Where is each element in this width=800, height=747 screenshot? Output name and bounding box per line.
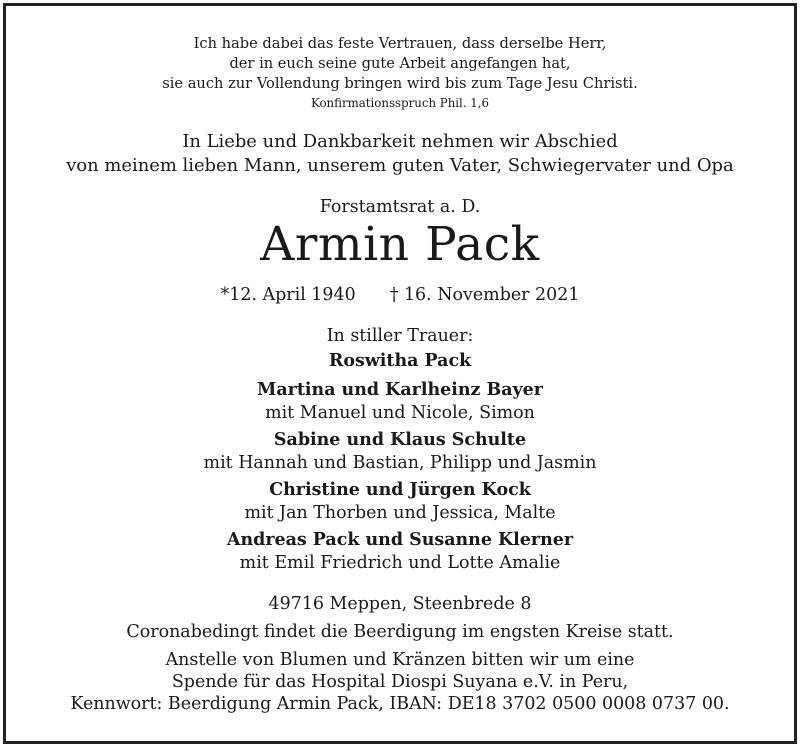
intro-line-1: In Liebe und Dankbarkeit nehmen wir Abschied <box>182 131 618 152</box>
mourning-heading: In stiller Trauer: <box>326 326 474 346</box>
birth-date: *12. April 1940 <box>220 285 356 305</box>
family-4-head: Andreas Pack und Susanne Klerner <box>226 530 574 550</box>
intro-line-2: von meinem lieben Mann, unserem guten Vater, Schwiegervater und Opa <box>66 155 734 176</box>
life-dates <box>0 285 800 305</box>
deceased-name: Armin Pack <box>260 217 540 272</box>
family-1-head: Martina und Karlheinz Bayer <box>257 380 543 400</box>
donation-line-3: Kennwort: Beerdigung Armin Pack, IBAN: DE18 3702 0500 0008 0737 00. <box>70 694 730 714</box>
verse-line-2: der in euch seine gute Arbeit angefangen hat, <box>229 55 571 72</box>
family-4-children: mit Emil Friedrich und Lotte Amalie <box>239 553 561 573</box>
address: 49716 Meppen, Steenbrede 8 <box>268 594 532 614</box>
verse-line-3: sie auch zur Vollendung bringen wird bis zum Tage Jesu Christi. <box>162 75 638 92</box>
family-1-children: mit Manuel und Nicole, Simon <box>265 403 535 423</box>
donation-line-2: Spende für das Hospital Diospi Suyana e.V. in Peru, <box>171 672 629 692</box>
family-2-head: Sabine und Klaus Schulte <box>273 430 527 450</box>
donation-line-1: Anstelle von Blumen und Kränzen bitten wir um eine <box>165 650 635 670</box>
verse-line-1: Ich habe dabei das feste Vertrauen, dass derselbe Herr, <box>193 35 607 52</box>
family-3-head: Christine und Jürgen Kock <box>269 480 531 500</box>
family-2-children: mit Hannah und Bastian, Philipp und Jasmin <box>203 453 597 473</box>
verse-reference: Konfirmationsspruch Phil. 1,6 <box>310 96 490 110</box>
death-date: † 16. November 2021 <box>389 285 580 305</box>
funeral-note: Coronabedingt findet die Beerdigung im engsten Kreise statt. <box>126 622 674 642</box>
deceased-title: Forstamtsrat a. D. <box>319 197 481 217</box>
family-3-children: mit Jan Thorben und Jessica, Malte <box>244 503 556 523</box>
spouse-name: Roswitha Pack <box>328 351 472 371</box>
